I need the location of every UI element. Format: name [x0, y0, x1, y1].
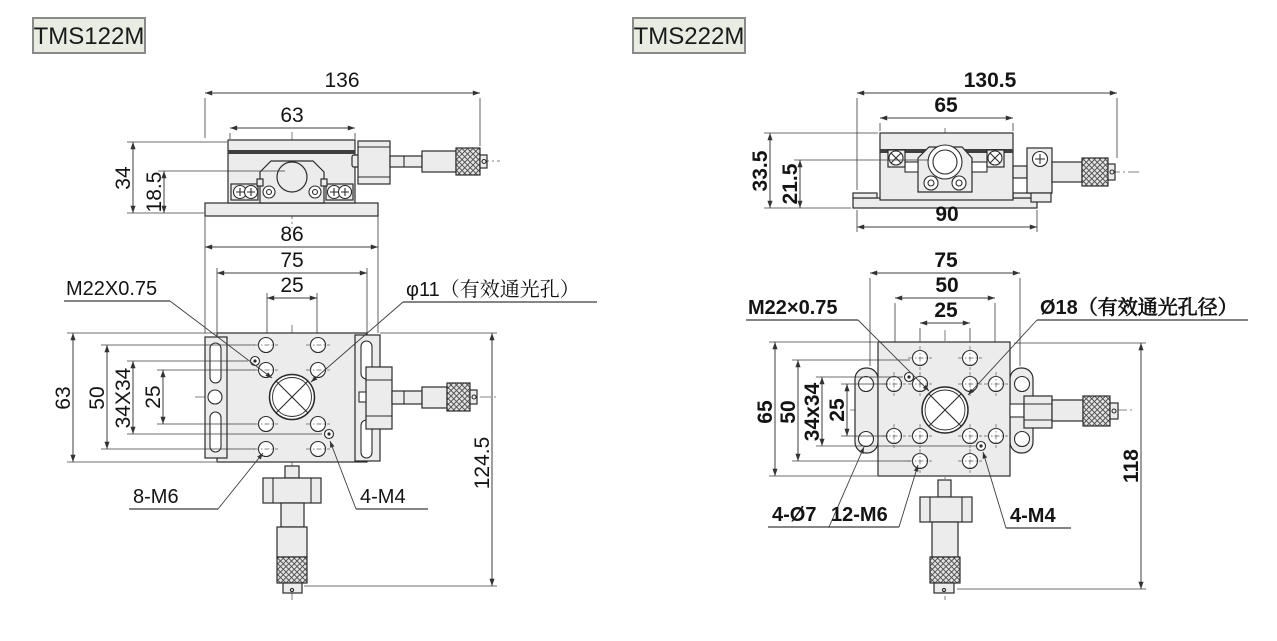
dim-total-height: 124.5: [471, 436, 494, 490]
label-thread: M22×0.75: [748, 297, 838, 319]
dim-overall-width: 130.5: [963, 69, 1017, 92]
base-plate: [205, 203, 378, 216]
dim-height: 33.5: [749, 150, 772, 192]
dim-total-height: 118: [1120, 449, 1143, 483]
dim-axis-height: 21.5: [779, 163, 802, 205]
dim-hole-pitch-h: 25: [934, 299, 958, 322]
label-m6: 12-M6: [831, 504, 888, 526]
dim-pitch-v: 25: [826, 398, 849, 422]
flange-hole: [1015, 432, 1030, 447]
label-aperture: φ11（有效通光孔）: [406, 279, 580, 301]
label-m6: 8-M6: [133, 486, 179, 508]
figure-tms122m: [33, 18, 597, 600]
dim-hole-span: 50: [86, 386, 109, 410]
dim-base-width: 90: [935, 203, 959, 226]
dim-stage-width: 63: [280, 104, 304, 127]
label-thread: M22X0.75: [66, 278, 158, 300]
label-m4: 4-M4: [360, 486, 406, 508]
dim-hole-pitch: 25: [280, 274, 304, 297]
dim-height-overall: 63: [52, 386, 75, 410]
dim-platform-width: 75: [280, 249, 304, 272]
micrometer-y: [263, 466, 321, 593]
micrometer-x: [1010, 396, 1118, 428]
dim-overall-width: 136: [324, 69, 360, 92]
dim-height: 34: [112, 166, 135, 190]
center-aperture: [270, 375, 315, 420]
flange-hole: [859, 432, 874, 447]
micrometer-y: [920, 480, 972, 593]
dim-base-width: 86: [280, 223, 304, 246]
dim-hole-span-h: 50: [935, 274, 959, 297]
model-name: TMS222M: [633, 23, 745, 50]
micrometer-x: [359, 367, 477, 429]
center-aperture: [922, 387, 968, 433]
stage-gap-band: [228, 150, 355, 154]
tms222m-side-view: [749, 69, 1140, 232]
dim-grid: 34x34: [801, 382, 824, 442]
left-slot-bar: [205, 337, 227, 458]
label-flange-holes: 4-Ø7: [772, 504, 817, 526]
label-aperture: Ø18（有效通光孔径）: [1040, 297, 1238, 319]
bearing-circle: [277, 162, 307, 192]
dim-pitch-v: 25: [142, 385, 165, 409]
dim-height-overall: 65: [754, 400, 777, 424]
model-name: TMS122M: [33, 23, 145, 50]
tms122m-top-view: [52, 249, 597, 600]
tms222m-top-view: [746, 249, 1248, 600]
dim-grid: 34X34: [112, 367, 135, 429]
flange-hole: [1015, 377, 1030, 392]
figure-tms222m: [633, 18, 1248, 600]
dim-platform-width: 75: [934, 249, 958, 272]
dim-hole-span-v: 50: [777, 400, 800, 424]
label-m4: 4-M4: [1010, 505, 1056, 527]
dim-axis-height: 18.5: [143, 171, 166, 213]
dim-stage-width: 65: [934, 94, 958, 117]
micrometer-side: [352, 141, 487, 184]
